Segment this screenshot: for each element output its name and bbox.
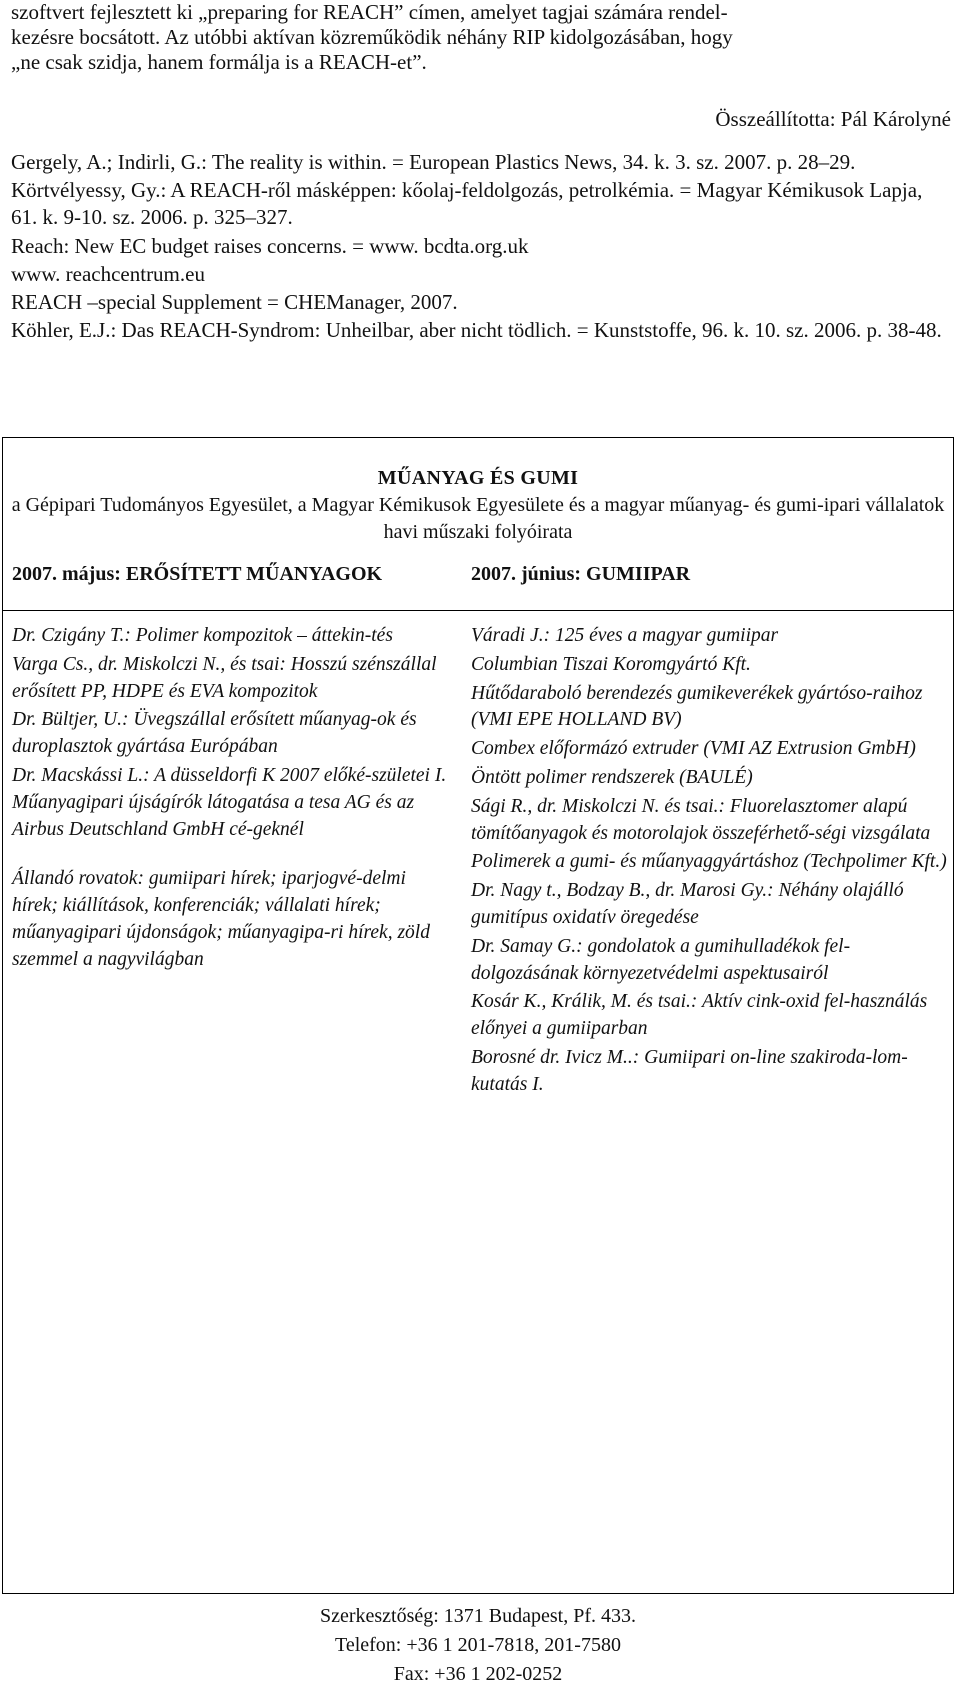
list-item: Dr. Bültjer, U.: Üvegszállal erősített műanyag-ok és duroplasztok gyártása Európában — [12, 709, 417, 758]
reference-item: Reach: New EC budget raises concerns. = www. bcdta.org.uk — [11, 233, 529, 258]
intro-line: szoftvert fejlesztett ki „preparing for REACH” címen, amelyet tagjai számára rendel- — [11, 0, 728, 24]
editorial-contact — [3, 1602, 953, 1689]
list-item: Váradi J.: 125 éves a magyar gumiipar — [471, 625, 779, 646]
list-item: Sági R., dr. Miskolczi N. és tsai.: Fluorelasztomer alapú tömítőanyagok és motorolajok összeférhető-ségi vizsgálata — [471, 795, 931, 844]
list-item: Hűtődaraboló berendezés gumikeverékek gyártóso-raihoz (VMI EPE HOLLAND BV) — [471, 682, 923, 731]
section-divider — [3, 610, 953, 611]
issue-may-heading: 2007. május: ERŐSÍTETT MŰANYAGOK — [12, 563, 383, 585]
list-item: Dr. Nagy t., Bodzay B., dr. Marosi Gy.: Néhány olajálló gumitípus oxidatív öregedése — [471, 880, 904, 928]
reference-item: REACH –special Supplement = CHEManager, 2007. — [11, 290, 458, 315]
editorial-address: Szerkesztőség: 1371 Budapest, Pf. 433. — [319, 1605, 637, 1627]
list-item: Varga Cs., dr. Miskolczi N., és tsai: Hosszú szénszállal erősített PP, HDPE és EVA kompozitok — [12, 653, 437, 702]
list-item: Dr. Macskássi L.: A düsseldorfi K 2007 előké-születei I. Műanyagipari újságírók látogatása a tesa AG és az Airbus Deutschland GmbH cé-geknél — [12, 764, 447, 840]
list-item: Columbian Tiszai Koromgyártó Kft. — [471, 653, 751, 675]
list-item: Polimerek a gumi- és műanyaggyártáshoz (Techpolimer Kft.) — [471, 851, 947, 873]
journal-title: MŰANYAG ÉS GUMI — [377, 467, 579, 489]
may-issue-contents — [12, 623, 452, 976]
list-item: Borosné dr. Ivicz M..: Gumiipari on-line szakiroda-lom-kutatás I. — [471, 1046, 908, 1095]
editorial-fax: Fax: +36 1 202-0252 — [393, 1663, 563, 1685]
list-item: Combex előformázó extruder (VMI AZ Extrusion GmbH) — [471, 738, 916, 760]
intro-line: kezésre bocsátott. Az utóbbi aktívan közreműködik néhány RIP kidolgozásában, hogy — [11, 25, 733, 49]
editorial-phone: Telefon: +36 1 201-7818, 201-7580 — [335, 1634, 621, 1656]
journal-advert-box — [2, 437, 954, 1685]
reference-list — [11, 149, 951, 344]
intro-line: „ne csak szidja, hanem formálja is a REACH-et”. — [11, 50, 427, 74]
journal-header — [3, 438, 953, 546]
reference-item: www. reachcentrum.eu — [11, 261, 205, 286]
june-issue-contents — [471, 623, 947, 1101]
reference-item: Köhler, E.J.: Das REACH-Syndrom: Unheilbar, aber nicht tödlich. = Kunststoffe, 96. k. 10. sz. 2006. p. 38-48. — [11, 318, 942, 343]
reference-item: Körtvélyessy, Gy.: A REACH-ről másképpen: kőolaj-feldolgozás, petrolkémia. = Magyar Kémikusok Lapja, 61. k. 9-10. sz. 2006. p. 325–327. — [11, 178, 923, 230]
issue-june-heading: 2007. június: GUMIIPAR — [471, 563, 691, 585]
list-item: Öntött polimer rendszerek (BAULÉ) — [471, 766, 753, 788]
list-item: Dr. Czigány T.: Polimer kompozitok – áttekin-tés — [12, 625, 393, 646]
regular-columns-note: Állandó rovatok: gumiipari hírek; iparjogvé-delmi hírek; kiállítások, konferenciák; vállalati hírek; műanyagipari újdonságok; műanyagipa-ri hírek, zöld szemmel a nagyvilágban — [12, 868, 430, 970]
author-credit: Összeállította: Pál Károlyné — [715, 107, 951, 131]
journal-subtitle: a Gépipari Tudományos Egyesület, a Magyar Kémikusok Egyesülete és a magyar műanyag- és gumi-ipari vállalatok havi műszaki folyóirata — [11, 494, 945, 543]
list-item: Kosár K., Králik, M. és tsai.: Aktív cink-oxid fel-használás előnyei a gumiiparban — [471, 991, 928, 1040]
list-item: Dr. Samay G.: gondolatok a gumihulladékok fel-dolgozásának környezetvédelmi aspektusairól — [471, 935, 851, 984]
article-text — [11, 0, 951, 345]
reference-item: Gergely, A.; Indirli, G.: The reality is within. = European Plastics News, 34. k. 3. sz. 2007. p. 28–29. — [11, 150, 856, 174]
